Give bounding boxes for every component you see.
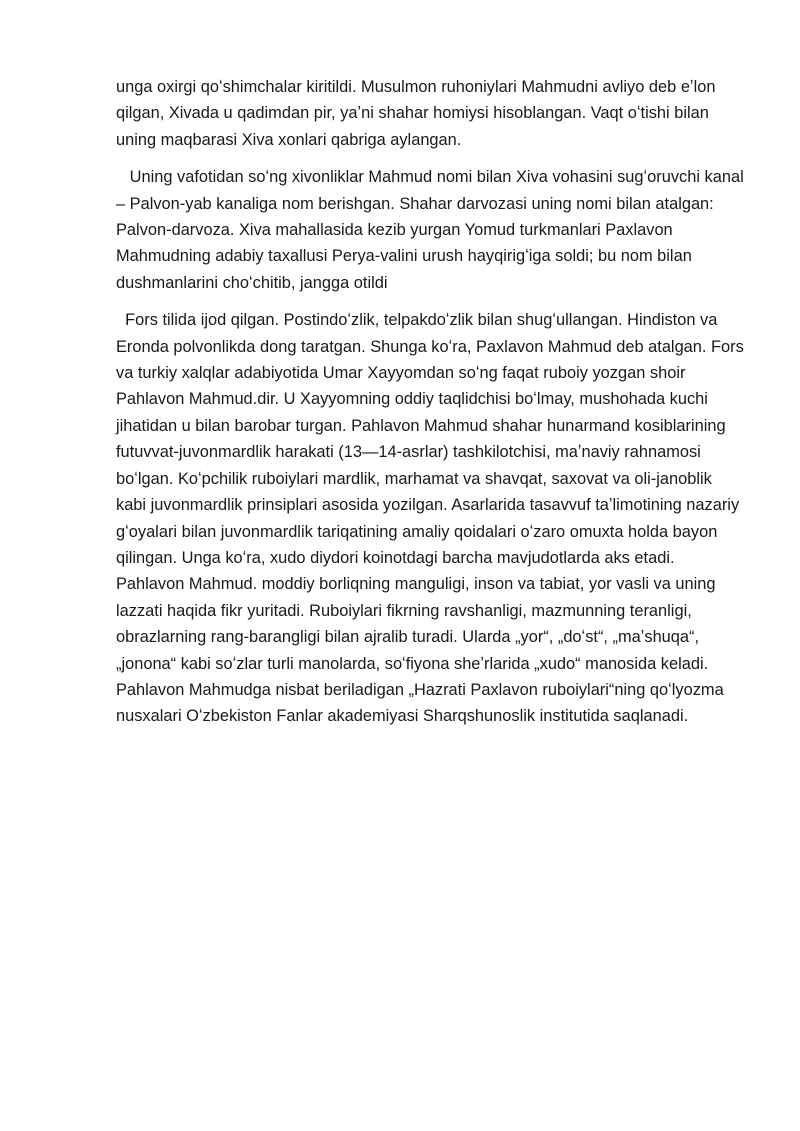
paragraph-1: unga oxirgi qoʻshimchalar kiritildi. Musulmon ruhoniylari Mahmudni avliyo deb eʼlon qilgan, Xivada u qadimdan pir, yaʼni shahar homiysi hisoblangan. Vaqt oʻtishi bilan uning maqbarasi Xiva xonlari qabriga aylangan. [116,78,721,149]
paragraph-3: Fors tilida ijod qilgan. Postindoʻzlik, telpakdoʻzlik bilan shugʻullangan. Hindiston va Eronda polvonlikda dong taratgan. Shunga koʻra, Paxlavon Mahmud deb atalgan. Fors va turkiy xalqlar adabiyotida Umar Xayyomdan soʻng faqat ruboiy yozgan shoir Pahlavon Mahmud.dir. U Xayyomning oddiy taqlidchisi boʻlmay, mushohada kuchi jihatidan u bilan barobar turgan. Pahlavon Mahmud shahar hunarmand kosiblarining futuvvat-juvonmardlik harakati (13—14-asrlar) tashkilotchisi, maʼnaviy rahnamosi boʻlgan. Koʻpchilik ruboiylari mardlik, marhamat va shavqat, saxovat va oli-janoblik kabi juvonmardlik prinsiplari asosida yozilgan. Asarlarida tasavvuf taʼlimotining nazariy gʻoyalari bilan juvonmardlik tariqatining amaliy qoidalari oʻzaro omuxta holda bayon qilingan. Unga koʻra, xudo diydori koinotdagi barcha mavjudotlarda aks etadi. Pahlavon Mahmud. moddiy borliqning manguligi, inson va tabiat, yor vasli va uning lazzati haqida fikr yuritadi. Ruboiylari fikrning ravshanligi, mazmunning teranligi, obrazlarning rang-barangligi bilan ajralib turadi. Ularda „yor“, „doʻst“, „maʼshuqa“, „jonona“ kabi soʻzlar turli manolarda, soʻfiyona sheʼrlarida „xudo“ manosida keladi. Pahlavon Mahmudga nisbat beriladigan „Hazrati Paxlavon ruboiylari“ning qoʻlyozma nusxalari Oʻzbekiston Fanlar akademiyasi Sharqshunoslik institutida saqlanadi. [116,311,749,726]
paragraph-spacer [116,296,746,307]
document-body [116,74,749,730]
paragraph-2: Uning vafotidan soʻng xivonliklar Mahmud nomi bilan Xiva vohasini sugʻoruvchi kanal – Palvon-yab kanaliga nom berishgan. Shahar darvozasi uning nomi bilan atalgan: Palvon-darvoza. Xiva mahallasida kezib yurgan Yomud turkmanlari Paxlavon Mahmudning adabiy taxallusi Perya-valini urush hayqirigʻiga soldi; bu nom bilan dushmanlarini choʻchitib, jangga otildi [116,168,749,292]
paragraph-spacer [116,153,746,164]
